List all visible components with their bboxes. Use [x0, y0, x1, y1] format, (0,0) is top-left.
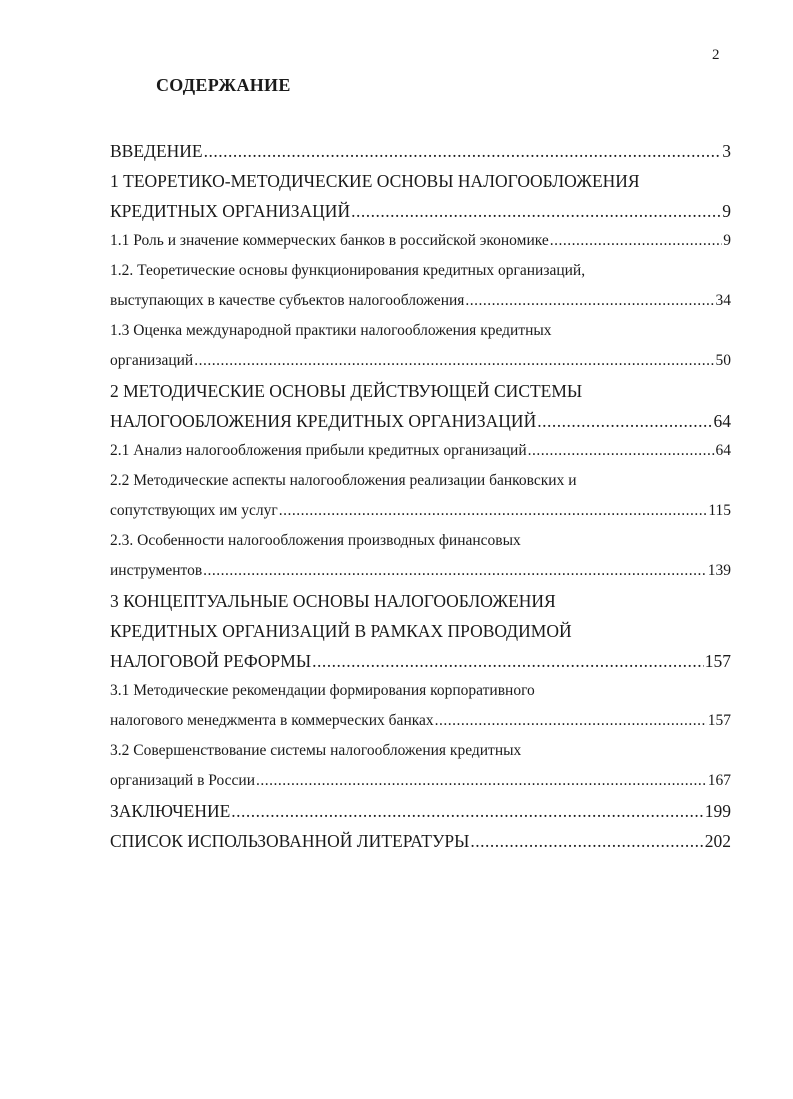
toc-entry-section-3-1[interactable] — [110, 676, 731, 736]
toc-entry-introduction[interactable] — [110, 136, 731, 166]
dot-leader — [470, 826, 703, 856]
toc-entry-title-line: 3 КОНЦЕПТУАЛЬНЫЕ ОСНОВЫ НАЛОГООБЛОЖЕНИЯ — [110, 591, 556, 611]
table-of-contents — [110, 136, 731, 856]
toc-entry-title-line: 2.2 Методические аспекты налогообложения реализации банковских и — [110, 472, 577, 489]
toc-entry-title-line: 1.3 Оценка международной практики налогообложения кредитных — [110, 322, 552, 339]
toc-entry-page: 9 — [722, 201, 731, 221]
toc-entry-title-line: 1.2. Теоретические основы функционирования кредитных организаций, — [110, 262, 586, 279]
toc-entry-page: 34 — [715, 292, 731, 309]
toc-entry-page: 115 — [708, 502, 731, 519]
dot-leader — [256, 766, 707, 796]
toc-entry-section-2-1[interactable] — [110, 436, 731, 466]
toc-entry-conclusion[interactable] — [110, 796, 731, 826]
toc-entry-page: 157 — [704, 651, 731, 671]
toc-entry-title-line: 3.2 Совершенствование системы налогообложения кредитных — [110, 742, 522, 759]
toc-entry-section-2-2[interactable] — [110, 466, 731, 526]
toc-entry-title-line: КРЕДИТНЫХ ОРГАНИЗАЦИЙ В РАМКАХ ПРОВОДИМОЙ — [110, 621, 572, 641]
toc-entry-section-3-2[interactable] — [110, 736, 731, 796]
dot-leader — [537, 406, 712, 436]
dot-leader — [204, 136, 722, 166]
toc-entry-title-line: КРЕДИТНЫХ ОРГАНИЗАЦИЙ — [110, 201, 351, 221]
toc-entry-title-line: 2.3. Особенности налогообложения производных финансовых — [110, 532, 521, 549]
toc-entry-title-line: 1 ТЕОРЕТИКО-МЕТОДИЧЕСКИЕ ОСНОВЫ НАЛОГООБЛОЖЕНИЯ — [110, 171, 640, 191]
dot-leader — [528, 436, 715, 466]
toc-entry-title: 2.1 Анализ налогообложения прибыли кредитных организаций — [110, 442, 527, 459]
toc-entry-page: 3 — [722, 141, 731, 161]
toc-entry-page: 50 — [715, 352, 731, 369]
toc-entry-chapter-3[interactable] — [110, 586, 731, 676]
toc-entry-page: 9 — [723, 232, 731, 249]
toc-entry-title-line: организаций — [110, 352, 194, 369]
toc-entry-title: ЗАКЛЮЧЕНИЕ — [110, 801, 231, 821]
toc-entry-title-line: налогового менеджмента в коммерческих банках — [110, 712, 434, 729]
dot-leader — [351, 196, 721, 226]
toc-entry-page: 157 — [707, 712, 731, 729]
toc-entry-title-line: выступающих в качестве субъектов налогообложения — [110, 292, 465, 309]
dot-leader — [279, 496, 708, 526]
toc-entry-section-1-3[interactable] — [110, 316, 731, 376]
toc-entry-title-line: инструментов — [110, 562, 203, 579]
toc-entry-title-line: 3.1 Методические рекомендации формирования корпоративного — [110, 682, 535, 699]
toc-entry-page: 199 — [704, 801, 731, 821]
toc-entry-title: СПИСОК ИСПОЛЬЗОВАННОЙ ЛИТЕРАТУРЫ — [110, 831, 470, 851]
toc-entry-chapter-2[interactable] — [110, 376, 731, 436]
dot-leader — [203, 556, 707, 586]
toc-entry-title-line: сопутствующих им услуг — [110, 502, 278, 519]
toc-entry-page: 202 — [704, 831, 731, 851]
toc-entry-chapter-1[interactable] — [110, 166, 731, 226]
toc-entry-title-line: 2 МЕТОДИЧЕСКИЕ ОСНОВЫ ДЕЙСТВУЮЩЕЙ СИСТЕМЫ — [110, 381, 583, 401]
toc-entry-title: ВВЕДЕНИЕ — [110, 141, 203, 161]
toc-entry-bibliography[interactable] — [110, 826, 731, 856]
toc-entry-section-1-1[interactable] — [110, 226, 731, 256]
toc-entry-title-line: организаций в России — [110, 772, 256, 789]
dot-leader — [435, 706, 707, 736]
dot-leader — [465, 286, 714, 316]
dot-leader — [194, 346, 714, 376]
toc-entry-page: 167 — [707, 772, 731, 789]
toc-entry-page: 64 — [713, 411, 731, 431]
page-number: 2 — [712, 47, 720, 63]
toc-entry-title-line: НАЛОГОВОЙ РЕФОРМЫ — [110, 651, 312, 671]
dot-leader — [312, 646, 704, 676]
toc-entry-section-2-3[interactable] — [110, 526, 731, 586]
toc-entry-page: 64 — [715, 442, 731, 459]
dot-leader — [231, 796, 703, 826]
toc-entry-section-1-2[interactable] — [110, 256, 731, 316]
toc-entry-title-line: НАЛОГООБЛОЖЕНИЯ КРЕДИТНЫХ ОРГАНИЗАЦИЙ — [110, 411, 537, 431]
dot-leader — [550, 226, 722, 256]
toc-entry-page: 139 — [707, 562, 731, 579]
page-title: СОДЕРЖАНИЕ — [156, 75, 291, 95]
toc-entry-title: 1.1 Роль и значение коммерческих банков в российской экономике — [110, 232, 549, 249]
